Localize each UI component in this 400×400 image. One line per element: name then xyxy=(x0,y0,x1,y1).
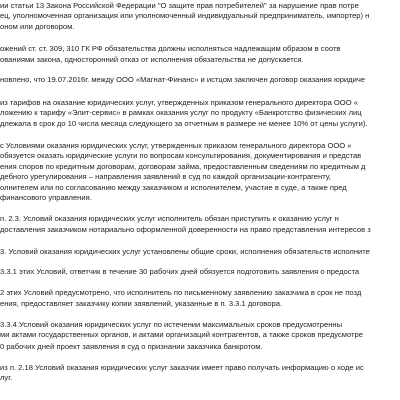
text-line xyxy=(0,32,400,41)
text-line: финансового управления. xyxy=(0,193,92,202)
text-line: 3.3.4 Условий оказания юридических услуг по истечении максимальных сроков предусмотренны xyxy=(0,320,343,329)
text-line: ения, предоставляет заказчику копии заявлений, указанные в п. 3.3.1 договора. xyxy=(0,299,283,308)
text-line: оном или договором. xyxy=(0,22,75,31)
text-line: 3.3.1 этих Условий, ответчик в течение 30 рабочих дней обязуется подготовить заявления о предоста xyxy=(0,267,360,276)
text-line: ец, уполномоченная организация или уполномоченный индивидуальный предприниматель, импортер) н xyxy=(0,11,370,20)
text-line: 2 этих Условий предусмотрено, что исполнитель по письменному заявлению заказчика в срок не позд xyxy=(0,288,362,297)
text-line xyxy=(0,130,400,139)
text-line: ии статьи 13 Закона Российской Федерации "О защите прав потребителей" за нарушение прав потре xyxy=(0,1,359,10)
text-line: 0 рабочих дней проект заявления в суд о признании заказчика банкротом. xyxy=(0,342,263,351)
text-line: из п. 2.18 Условий оказания юридических услуг заказчик имеет право получать информацию о ходе ис xyxy=(0,363,364,372)
text-line: луг. xyxy=(0,373,13,382)
text-line: новлено, что 19.07.2016г. между ООО «Магнат-Финанс» и истцом заключен договор оказания юридиче xyxy=(0,75,366,84)
text-line: ми актами государственных органов, и актами организаций контрагентов, а также сроков предусмотре xyxy=(0,330,363,339)
text-line: из тарифов на оказание юридических услуг, утвержденных приказом генерального директора ООО « xyxy=(0,98,358,107)
text-line xyxy=(0,204,400,213)
text-line: доставления заказчиком нотариально оформленной доверенности на право представления интересов з xyxy=(0,225,371,234)
text-line xyxy=(0,86,400,95)
text-line: ения споров по кредитным договорам, договорам займа, предоставленным сведениям по кредитным д xyxy=(0,162,366,171)
text-line: обязуется оказать юридические услуги по вопросам консультирования, документирования и представ xyxy=(0,151,362,160)
text-line xyxy=(0,66,400,75)
text-line: длежала в срок до 10 числа месяца следующего за отчетным в размере не менее 10% от цены услуги). xyxy=(0,119,368,128)
text-line: п. 2.3. Условий оказания юридических услуг исполнитель обязан приступить к оказанию услуг н xyxy=(0,214,339,223)
text-line: дебного урегулирования – направления заявлений в суд по каждой организации-контрагенту, xyxy=(0,172,331,181)
text-line: с Условиями оказания юридических услуг, утвержденных приказом генерального директора ООО « xyxy=(0,141,352,150)
text-line: ожений ст. ст. 309, 310 ГК РФ обязательства должны исполняться надлежащим образом в соотв xyxy=(0,44,341,53)
text-line xyxy=(0,236,400,245)
text-line xyxy=(0,257,400,266)
text-line xyxy=(0,278,400,287)
text-line: 3. Условий оказания юридических услуг установлены общие сроки, исполнения обязательств исполните xyxy=(0,247,370,256)
text-line xyxy=(0,352,400,361)
text-line xyxy=(0,310,400,319)
text-line: ложению к тарифу «Элит-сервис» в рамках оказания услуг по продукту «Банкротство физических лиц xyxy=(0,108,362,117)
text-line: ованиями закона, односторонний отказ от исполнения обязательства не допускается. xyxy=(0,55,304,64)
text-line: олнителем или по согласованию между заказчиком и исполнителем, участие в суде, а также пред xyxy=(0,183,347,192)
